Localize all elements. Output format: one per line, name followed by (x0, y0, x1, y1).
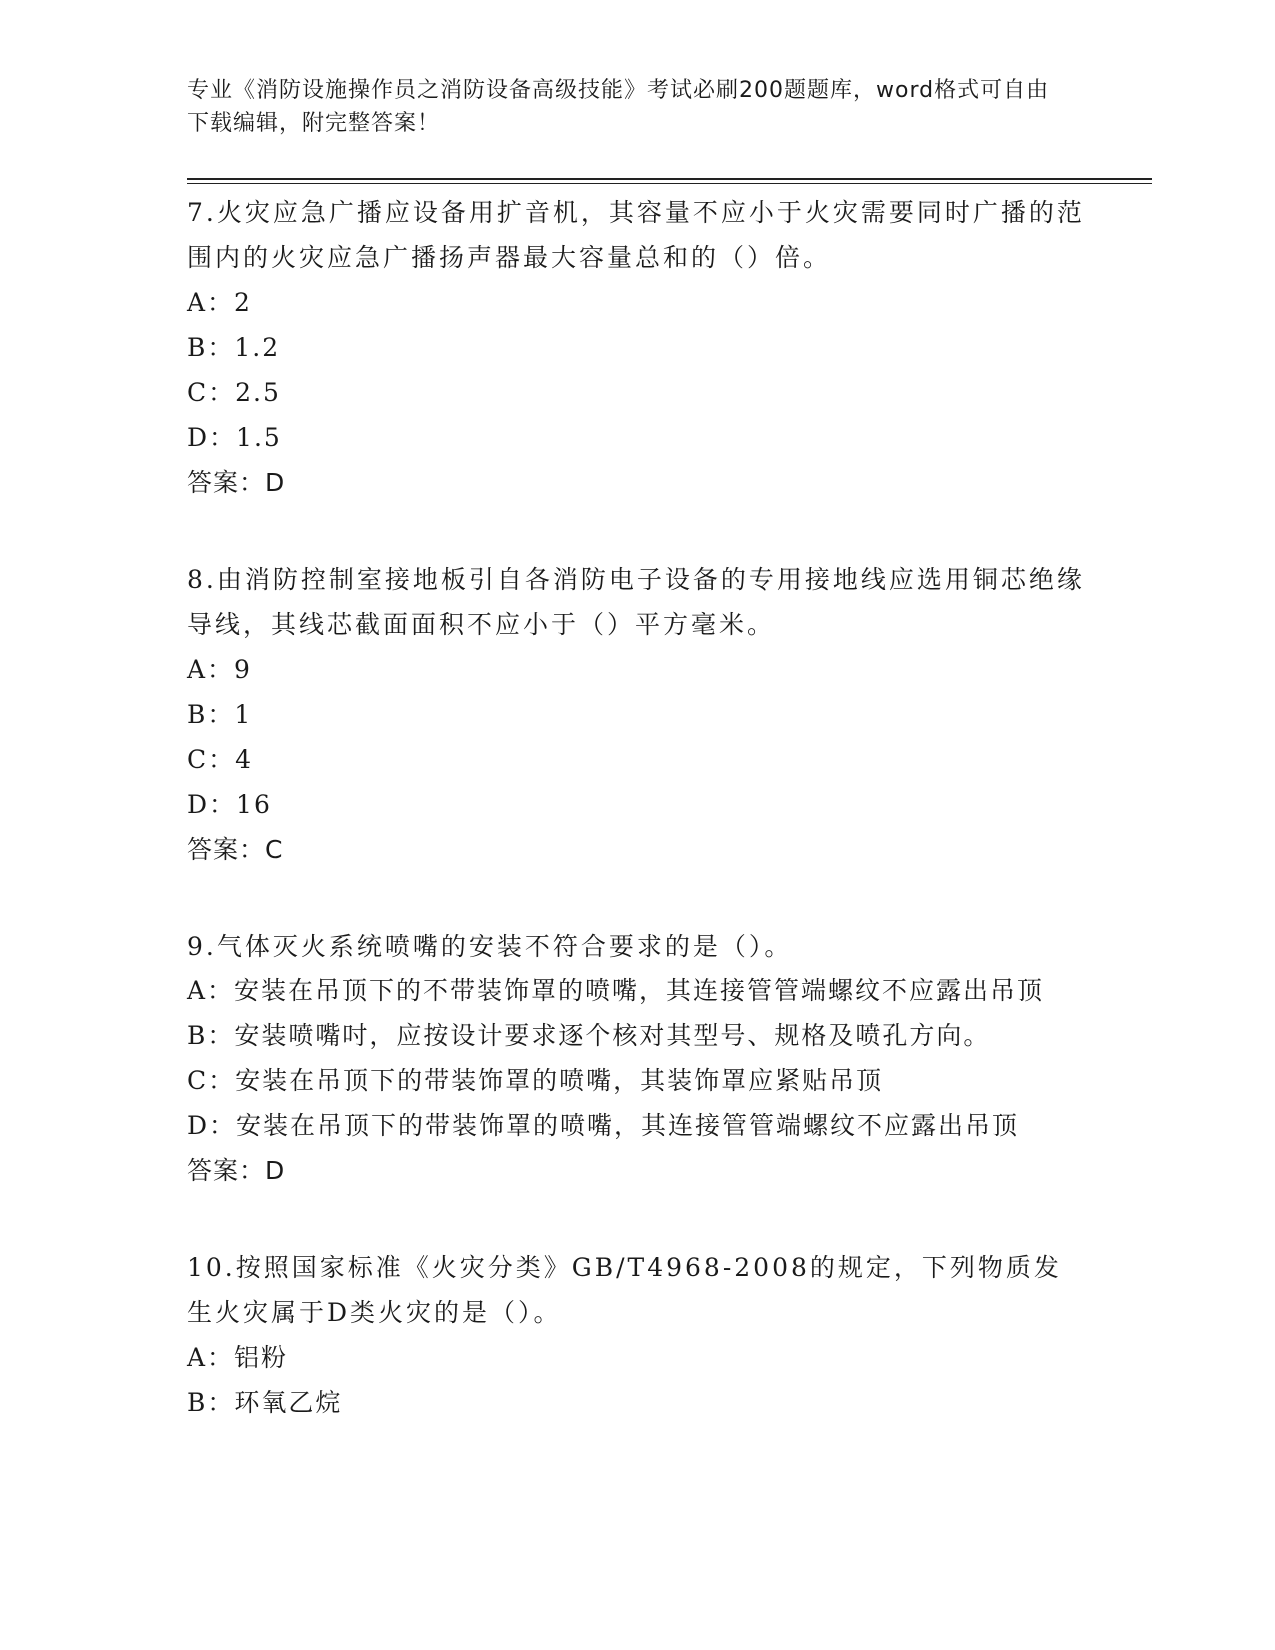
question-7 (187, 190, 1087, 505)
answer: 答案：D (187, 468, 286, 497)
question-8 (187, 557, 1087, 872)
question-10 (187, 1245, 1087, 1425)
option-a: A：9 (187, 655, 252, 684)
answer: 答案：D (187, 1156, 286, 1185)
header-divider-thick (187, 178, 1152, 180)
option-a: A：2 (187, 288, 252, 317)
option-d: D：安装在吊顶下的带装饰罩的喷嘴，其连接管管端螺纹不应露出吊顶 (187, 1111, 1020, 1140)
option-b: B：环氧乙烷 (187, 1388, 343, 1417)
question-text: 9.气体灭火系统喷嘴的安装不符合要求的是（）。 (187, 932, 793, 961)
option-b: B：1.2 (187, 333, 281, 362)
answer: 答案：C (187, 835, 284, 864)
option-c: C：4 (187, 745, 254, 774)
option-b: B：安装喷嘴吋，应按设计要求逐个核对其型号、规格及喷孔方向。 (187, 1021, 991, 1050)
question-9 (187, 924, 1087, 1193)
option-a: A：铝粉 (187, 1343, 289, 1372)
option-d: D：16 (187, 790, 272, 819)
header-divider-thin (187, 183, 1152, 184)
question-text: 7.火灾应急广播应设备用扩音机，其容量不应小于火灾需要同时广播的范围内的火灾应急广播扬声器最大容量总和的（）倍。 (187, 198, 1085, 272)
option-d: D：1.5 (187, 423, 282, 452)
document-header: 专业《消防设施操作员之消防设备高级技能》考试必刷200题题库，word格式可自由下载编辑，附完整答案！ (187, 78, 1050, 136)
option-b: B：1 (187, 700, 253, 729)
question-text: 8.由消防控制室接地板引自各消防电子设备的专用接地线应选用铜芯绝缘导线，其线芯截面面积不应小于（）平方毫米。 (187, 565, 1085, 639)
question-list (187, 190, 1087, 1477)
option-c: C：安装在吊顶下的带装饰罩的喷嘴，其装饰罩应紧贴吊顶 (187, 1066, 884, 1095)
option-a: A：安装在吊顶下的不带装饰罩的喷嘴，其连接管管端螺纹不应露出吊顶 (187, 976, 1045, 1005)
option-c: C：2.5 (187, 378, 281, 407)
question-text: 10.按照国家标准《火灾分类》GB/T4968-2008的规定，下列物质发生火灾属于D类火灾的是（）。 (187, 1253, 1062, 1327)
